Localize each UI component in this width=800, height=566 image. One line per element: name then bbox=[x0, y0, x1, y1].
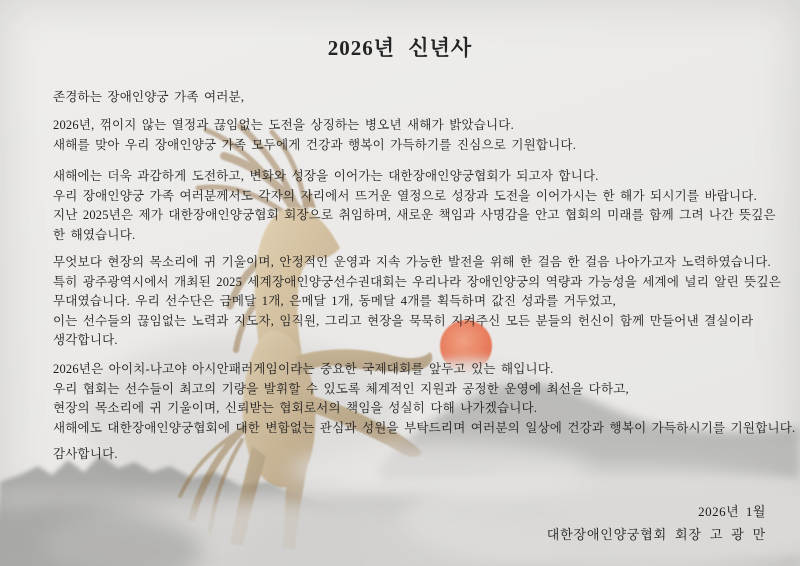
letter-signature: 대한장애인양궁협회 회장 고 광 만 bbox=[546, 527, 766, 542]
letter-line: 특히 광주광역시에서 개최된 2025 세계장애인양궁선수권대회는 우리나라 장애인양궁의 역량과 가능성을 세계에 널리 알린 뜻깊은 bbox=[53, 274, 782, 289]
greeting-paragraph bbox=[53, 116, 769, 155]
letter-line: 지난 2025년은 제가 대한장애인양궁협회 회장으로 취임하며, 새로운 책임과 사명감을 안고 협회의 미래를 함께 그려 나간 뜻깊은 bbox=[53, 208, 776, 222]
letter-line: 생각합니다. bbox=[53, 333, 118, 347]
letter-line: 존경하는 장애인양궁 가족 여러분, bbox=[53, 90, 245, 104]
letter-line: 우리 협회는 선수들이 최고의 기량을 발휘할 수 있도록 체계적인 지원과 공정한 운영에 최선을 다하고, bbox=[53, 381, 629, 396]
letter-line: 새해를 맞아 우리 장애인양궁 가족 모두에게 건강과 행복이 가득하기를 진심으로 기원합니다. bbox=[53, 137, 577, 152]
letter-line: 우리 장애인양궁 가족 여러분께서도 각자의 자리에서 뜨거운 열정으로 성장과 도전을 이어가시는 한 해가 되시기를 바랍니다. bbox=[53, 188, 757, 203]
letter-line: 한 해였습니다. bbox=[53, 227, 136, 242]
letter-line: 현장의 목소리에 귀 기울이며, 신뢰받는 협회로서의 책임을 성실히 다해 나가겠습니다. bbox=[53, 401, 538, 415]
letter-date: 2026년 1월 bbox=[698, 504, 766, 519]
salutation-paragraph bbox=[53, 88, 769, 108]
letter-title: 2026년 신년사 bbox=[327, 36, 473, 60]
closing-paragraph bbox=[53, 445, 769, 465]
letter-line: 이는 선수들의 끊임없는 노력과 지도자, 임직원, 그리고 현장을 묵묵히 지켜주신 모든 분들의 헌신이 함께 만들어낸 결실이라 bbox=[53, 313, 754, 328]
letter-line: 2026년, 꺾이지 않는 열정과 끊임없는 도전을 상징하는 병오년 새해가 밝았습니다. bbox=[53, 118, 514, 132]
vision-paragraph bbox=[53, 167, 776, 245]
letter-line: 무엇보다 현장의 목소리에 귀 기울이며, 안정적인 운영과 지속 가능한 발전을 위해 한 걸음 한 걸음 나아가고자 노력하였습니다. bbox=[53, 255, 771, 269]
letter-line: 2026년은 아이치-나고야 아시안패러게임이라는 중요한 국제대회를 앞두고 있는 해입니다. bbox=[53, 362, 554, 376]
achievements-paragraph bbox=[53, 253, 782, 351]
outlook-paragraph bbox=[53, 360, 796, 438]
letter-line: 무대였습니다. 우리 선수단은 금메달 1개, 은메달 1개, 동메달 4개를 획득하며 값진 성과를 거두었고, bbox=[53, 294, 617, 308]
letter-line: 감사합니다. bbox=[53, 447, 118, 461]
letter-line: 새해에는 더욱 과감하게 도전하고, 변화와 성장을 이어가는 대한장애인양궁협회가 되고자 합니다. bbox=[53, 169, 599, 183]
letter-line: 새해에도 대한장애인양궁협회에 대한 변함없는 관심과 성원을 부탁드리며 여러분의 일상에 건강과 행복이 가득하시기를 기원합니다. bbox=[53, 420, 796, 435]
